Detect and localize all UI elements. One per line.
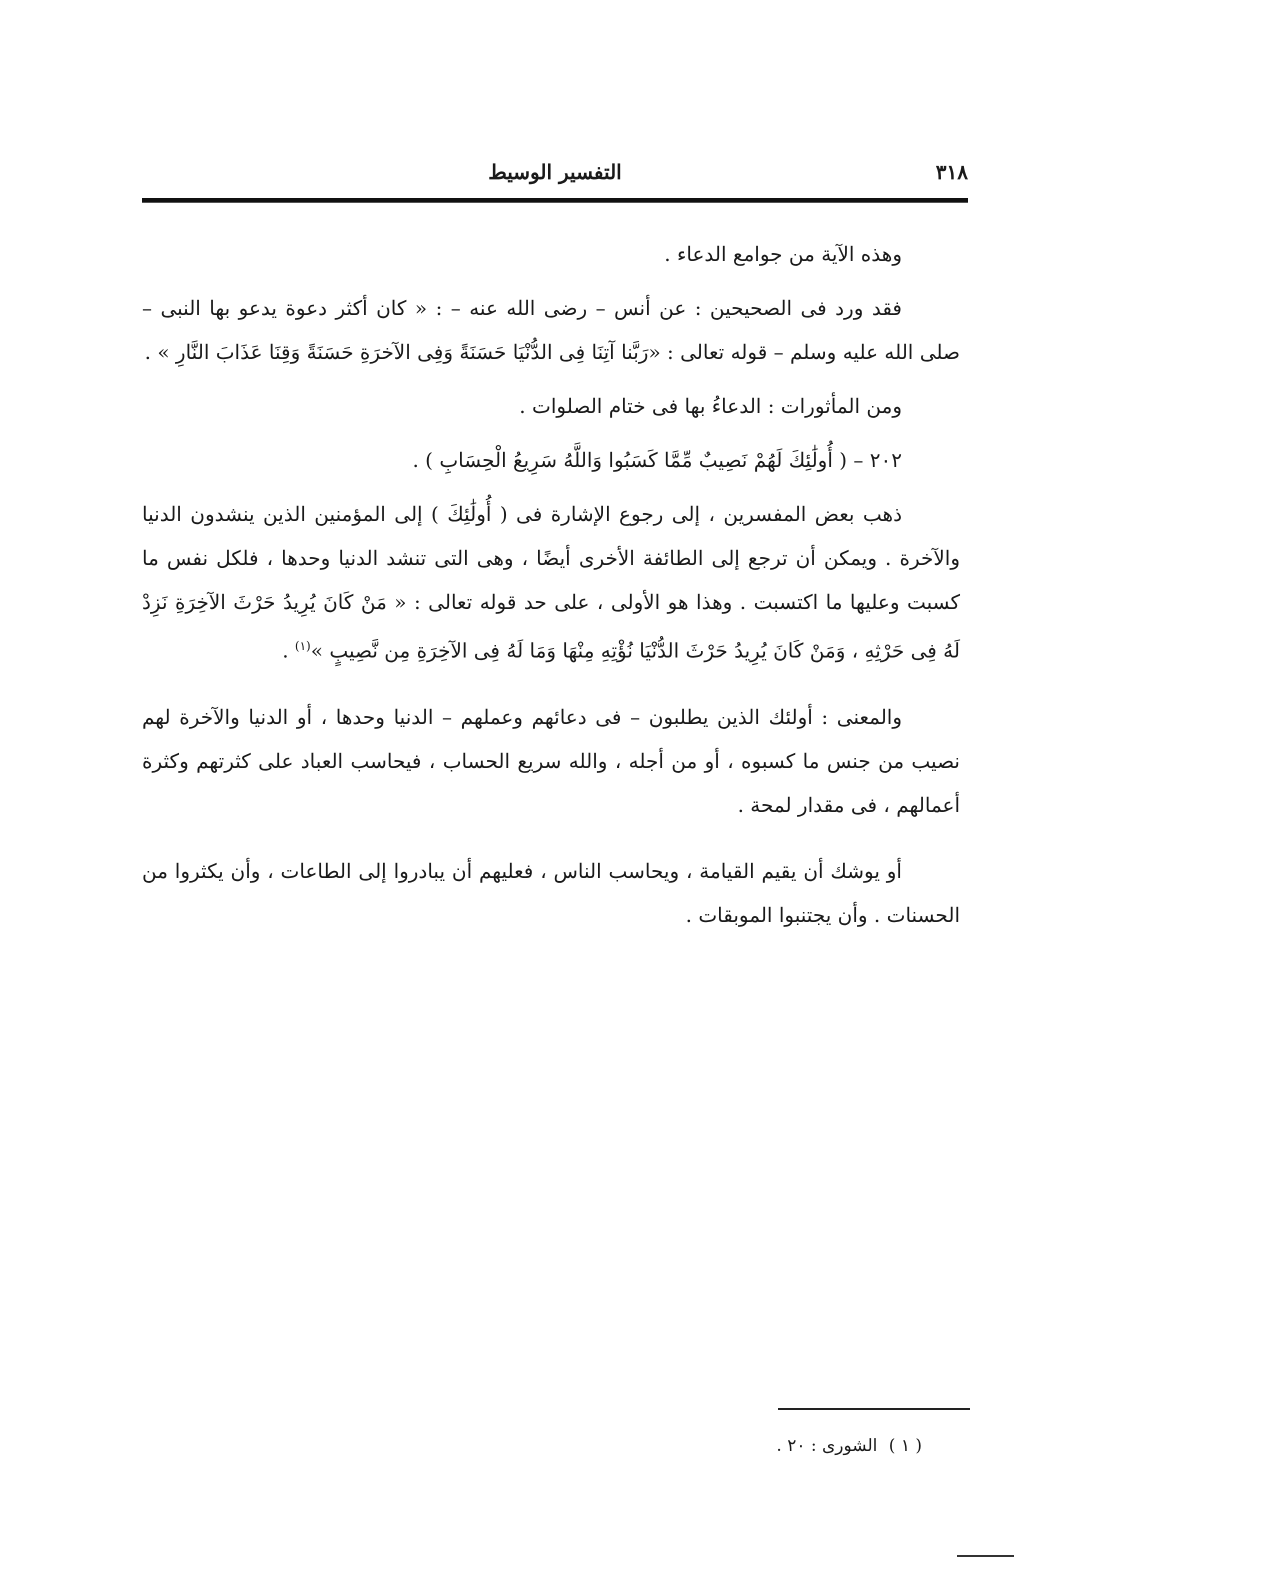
footnote-text: الشورى : ٢٠ .: [776, 1436, 878, 1456]
page-number: ٣١٨: [935, 160, 968, 184]
commentary-end: .: [282, 638, 295, 663]
paragraph-intro: وهذه الآية من جوامع الدعاء .: [664, 242, 902, 266]
footnote-rule: [778, 1408, 970, 1410]
header-rule: [142, 198, 968, 203]
paragraph-meaning: والمعنى : أولئك الذين يطلبون – فى دعائهم وعملهم – الدنيا وحدها ، أو الدنيا والآخرة لهم نصيب من جنس ما كسبوه ، أو من أجله ، والله سريع الحساب ، فيحاسب العباد على كثرتهم وكثرة أعمالهم ، فى مقدار لمحة .: [142, 704, 960, 817]
paragraph-hadith: فقد ورد فى الصحيحين : عن أنس – رضى الله عنه – : « كان أكثر دعوة يدعو بها النبى – صلى الله عليه وسلم – قوله تعالى : «رَبَّنا آتِنَا فِى الدُّنْيَا حَسَنَةً وَفِى الآخرَةِ حَسَنَةً وَقِنَا عَذَابَ النَّارِ » .: [142, 296, 960, 364]
footnote-marker: (١): [294, 639, 311, 653]
footnote: [560, 1436, 922, 1456]
paragraph-commentary: [142, 492, 960, 673]
running-title: التفسير الوسيط: [488, 160, 622, 184]
footnote-number: ( ١ ): [888, 1436, 922, 1456]
bottom-mark: [957, 1555, 1014, 1557]
paragraph-conclusion: أو يوشك أن يقيم القيامة ، ويحاسب الناس ، فعليهم أن يبادروا إلى الطاعات ، وأن يكثروا من الحسنات . وأن يجتنبوا الموبقات .: [142, 858, 960, 927]
commentary-text: ذهب بعض المفسرين ، إلى رجوع الإشارة فى ( أُولَٰئِكَ ) إلى المؤمنين الذين ينشدون الدنيا والآخرة . ويمكن أن ترجع إلى الطائفة الأخرى أيضًا ، وهى التى تنشد الدنيا وحدها ، فلكل نفس ما كسبت وعليها ما اكتسبت . وهذا هو الأولى ، على حد قوله تعالى : « مَنْ كَانَ يُرِيدُ حَرْثَ الآخِرَةِ نَزِدْ لَهُ فِى حَرْثِهِ ، وَمَنْ كَانَ يُرِيدُ حَرْثَ الدُّنْيَا نُؤْتِهِ مِنْهَا وَمَا لَهُ فِى الآخِرَةِ مِن نَّصِيبٍ »: [142, 502, 960, 663]
paragraph-mathurat: ومن المأثورات : الدعاءُ بها فى ختام الصلوات .: [519, 394, 902, 418]
page-header: [142, 160, 968, 200]
body-text: [142, 232, 960, 947]
verse-heading: ٢٠٢ – ( أُولَٰئِكَ لَهُمْ نَصِيبٌ مِّمَّا كَسَبُوا وَاللَّهُ سَرِيعُ الْحِسَابِ ) .: [412, 448, 902, 472]
